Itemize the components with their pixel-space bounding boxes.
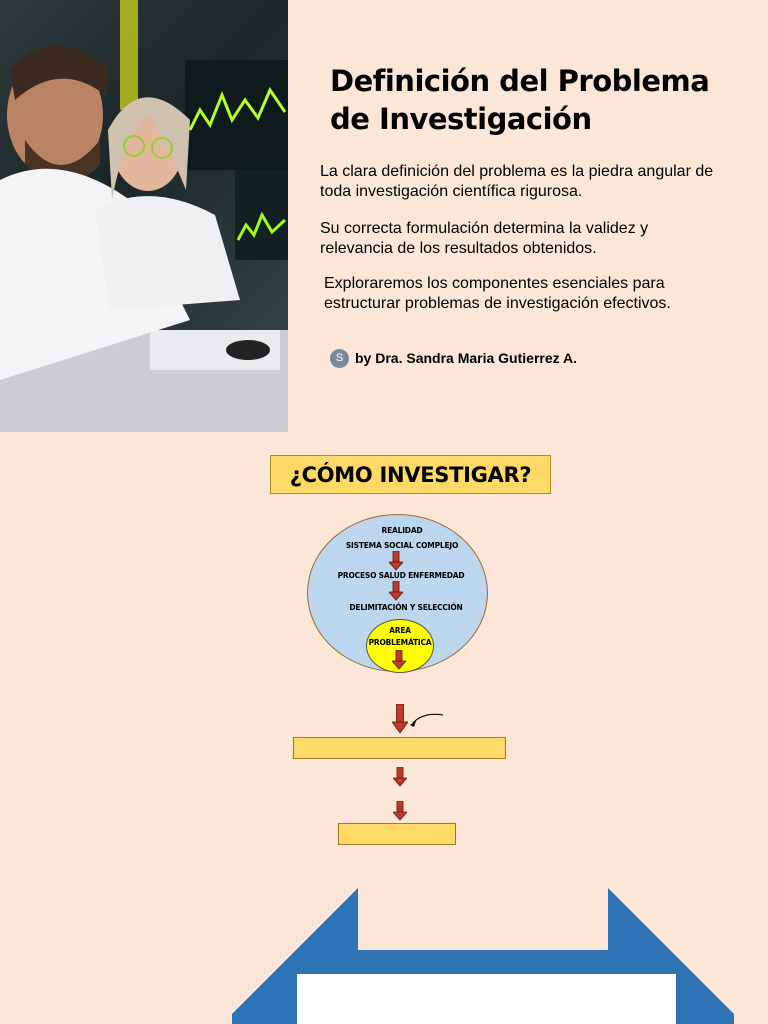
- intro-paragraph-1: La clara definición del problema es la piedra angular de toda investigación científica rigurosa.: [320, 163, 714, 200]
- arrow-down-icon: [393, 767, 407, 787]
- label-problematica: PROBLEMÁTICA: [368, 638, 432, 647]
- curved-arrow-icon: [408, 710, 446, 728]
- author-name: by Dra. Sandra Maria Gutierrez A.: [355, 350, 577, 366]
- label-proceso: PROCESO SALUD ENFERMEDAD: [337, 571, 465, 580]
- arrow-down-icon: [392, 650, 406, 670]
- arrow-down-icon: [393, 801, 407, 821]
- diagram-heading: ¿CÓMO INVESTIGAR?: [270, 455, 551, 494]
- intro-paragraph-3: Exploraremos los componentes esenciales para estructurar problemas de investigación efectivos.: [324, 275, 671, 312]
- label-area: AREA: [389, 626, 411, 635]
- author-byline: [330, 347, 577, 369]
- objective-box: [338, 823, 456, 845]
- photo-illustration: [0, 0, 288, 432]
- content-panel: [297, 974, 676, 1024]
- arrow-down-icon: [389, 551, 403, 571]
- arrow-down-icon: [392, 704, 408, 734]
- label-sistema: SISTEMA SOCIAL COMPLEJO: [345, 541, 459, 550]
- researchers-photo: [0, 0, 288, 432]
- label-realidad: REALIDAD: [381, 526, 423, 535]
- problem-box: [293, 737, 506, 759]
- label-delimitacion: DELIMITACIÓN Y SELECCIÓN: [349, 603, 463, 612]
- intro-paragraph-2: Su correcta formulación determina la validez y relevancia de los resultados obtenidos.: [320, 220, 649, 257]
- page-title: Definición del Problema de Investigación: [330, 64, 710, 136]
- avatar: S: [330, 349, 349, 368]
- arrow-down-icon: [389, 581, 403, 601]
